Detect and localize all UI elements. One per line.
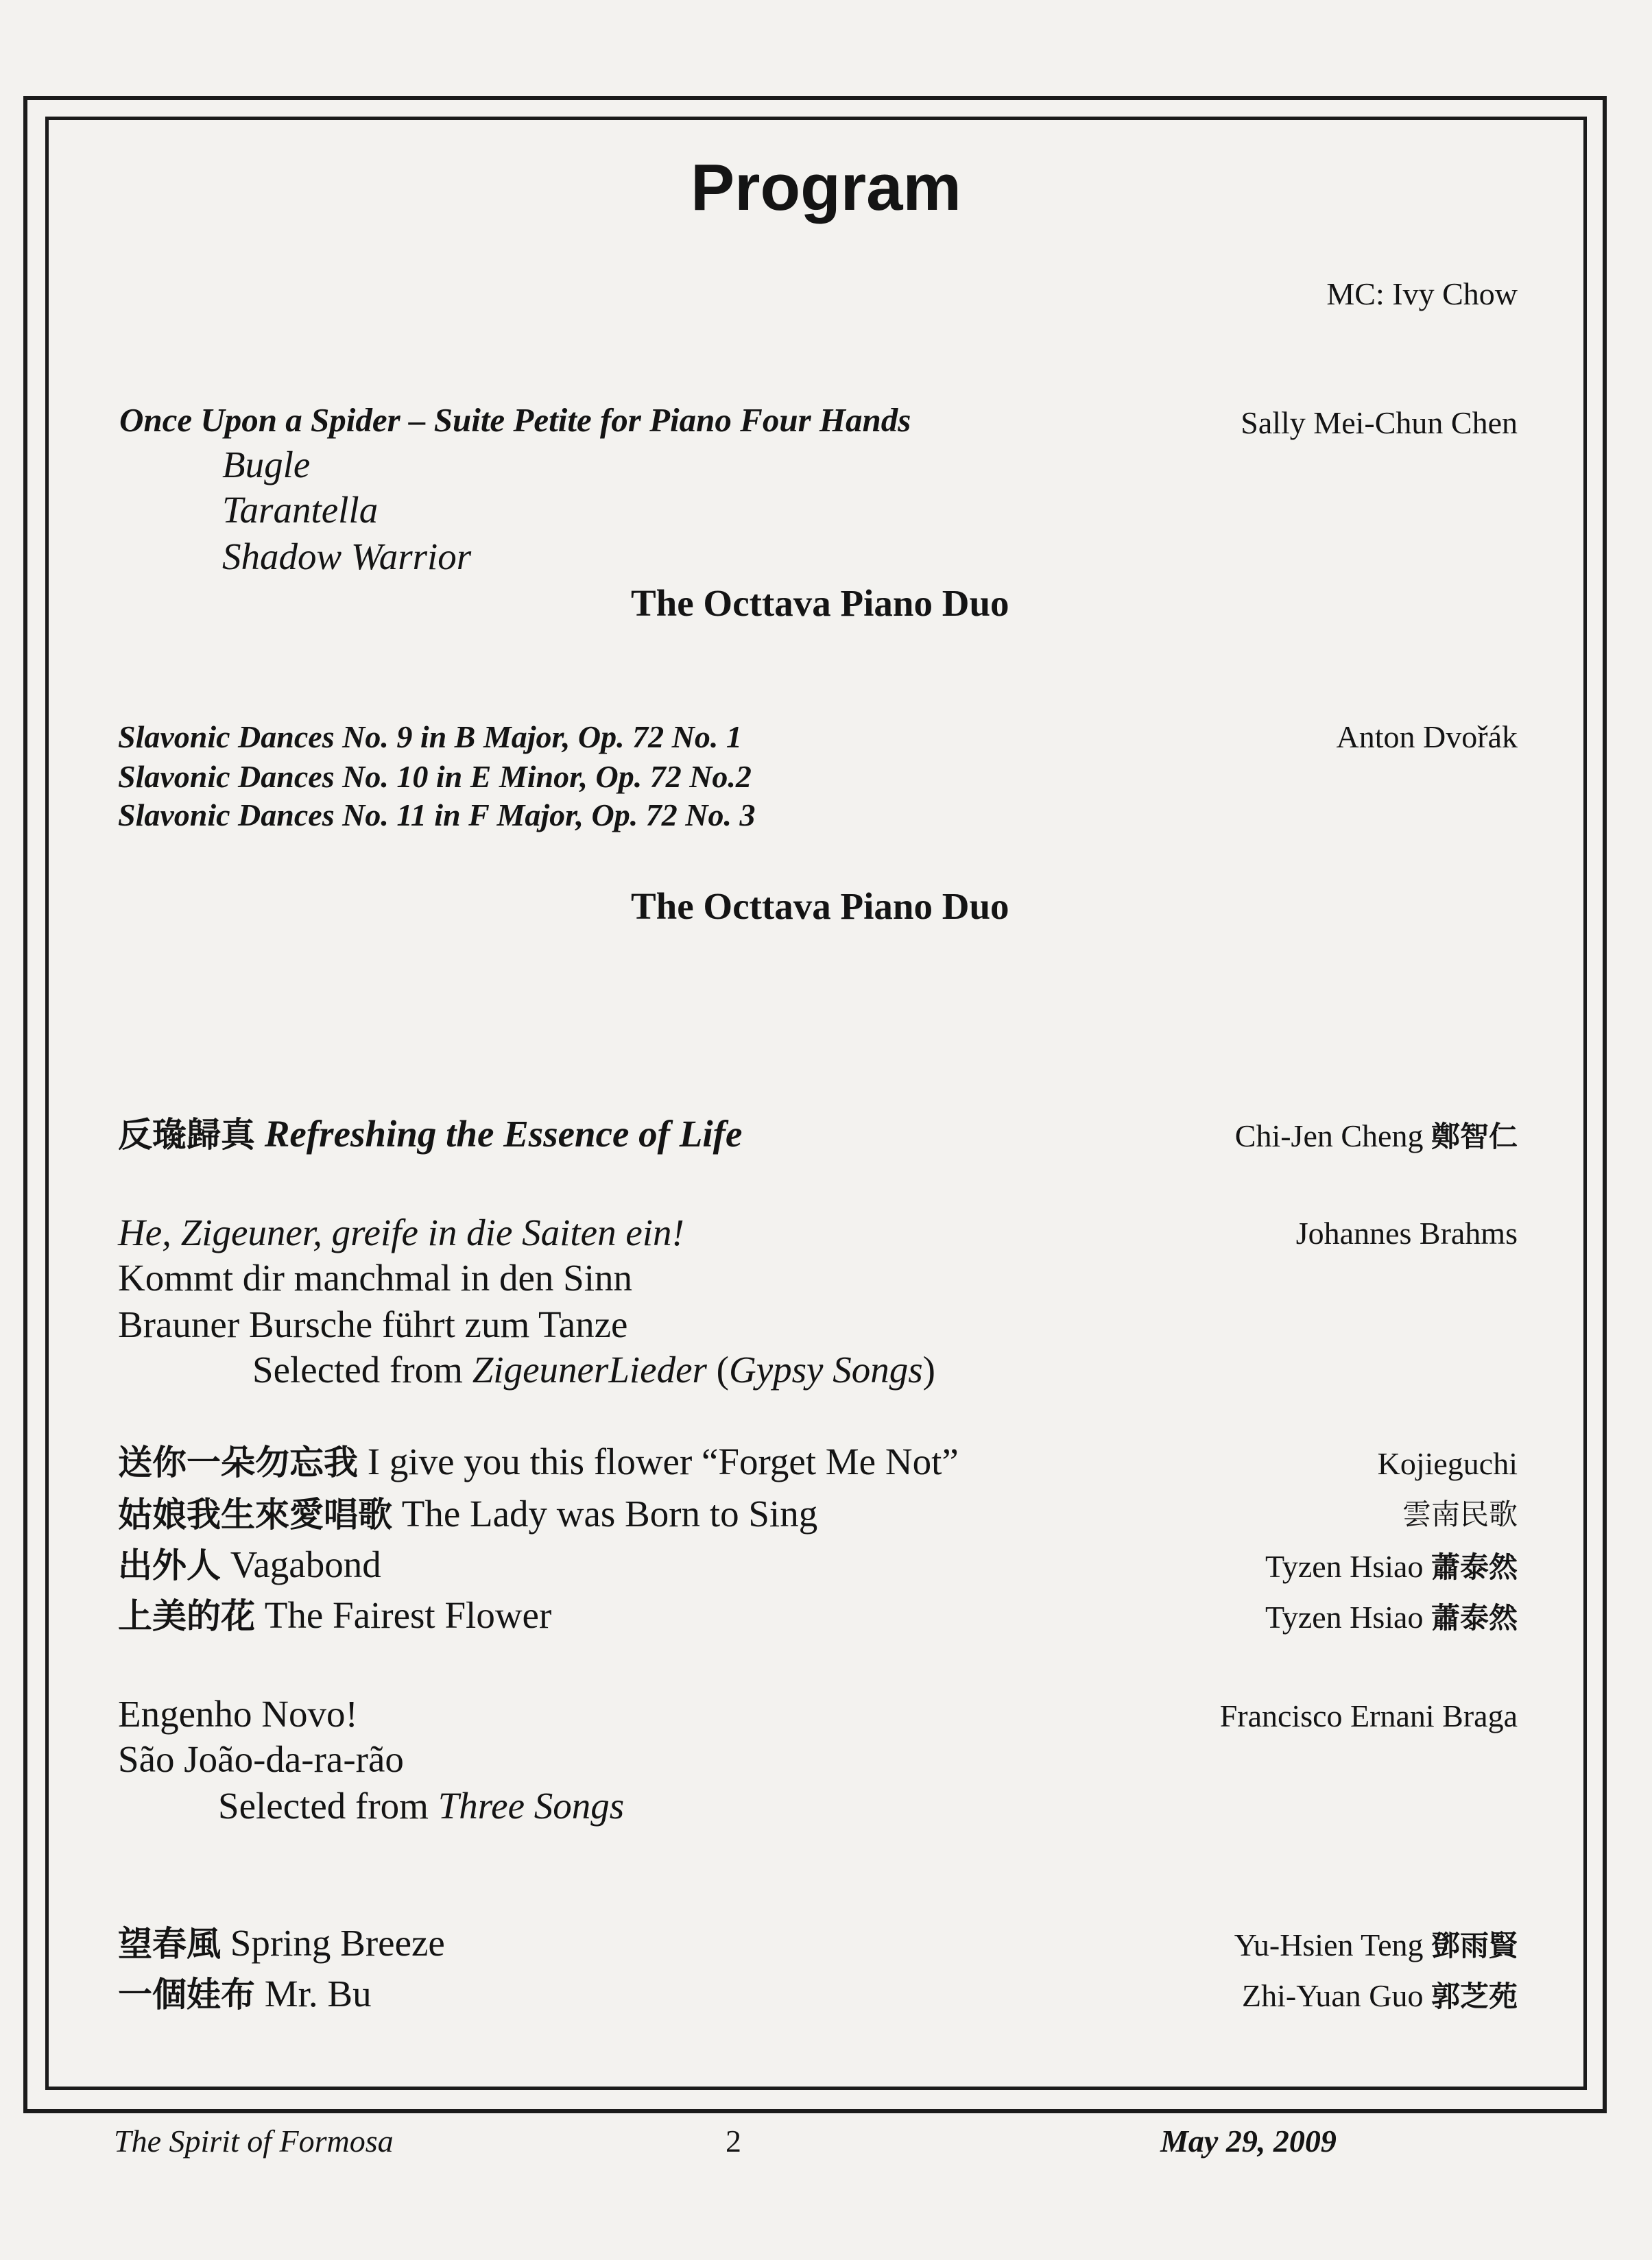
piece-title: Slavonic Dances No. 10 in E Minor, Op. 72 No.2	[118, 759, 752, 794]
song-row	[118, 1493, 818, 1535]
song-title: He, Zigeuner, greife in die Saiten ein!	[118, 1212, 684, 1253]
page-title: Program	[691, 151, 961, 224]
chinese-title: 上美的花	[118, 1596, 255, 1636]
english-title: Mr. Bu	[255, 1973, 372, 2015]
composer: Kojieguchi	[1377, 1446, 1518, 1481]
composer-row	[1265, 1602, 1518, 1633]
composer-chinese: 郭芝苑	[1430, 1980, 1518, 2013]
movement: Tarantella	[222, 489, 379, 531]
mc-credit: MC: Ivy Chow	[1326, 276, 1518, 311]
english-title: Vagabond	[221, 1543, 381, 1585]
composer-chinese: 雲南民歌	[1402, 1498, 1518, 1531]
song-title: Brauner Bursche führt zum Tanze	[118, 1303, 628, 1345]
english-title: Refreshing the Essence of Life	[264, 1113, 743, 1155]
song-row	[118, 1443, 959, 1480]
composer-row	[1402, 1500, 1518, 1529]
composer: Chi-Jen Cheng	[1234, 1118, 1424, 1153]
composer: Zhi-Yuan Guo	[1242, 1978, 1424, 2013]
chinese-title: 一個娃布	[118, 1975, 255, 2015]
selected-prefix: Selected from	[252, 1349, 472, 1391]
chinese-title: 反璏歸真	[118, 1115, 255, 1155]
selected-work: Three Songs	[438, 1785, 625, 1827]
song-row	[118, 1596, 551, 1634]
piece-title: Once Upon a Spider – Suite Petite for Piano Four Hands	[119, 401, 911, 439]
song-title: São João-da-ra-rão	[118, 1738, 404, 1780]
chinese-title: 姑娘我生來愛唱歌	[118, 1495, 392, 1535]
selected-alt: Gypsy Songs	[729, 1349, 923, 1391]
composer: Tyzen Hsiao	[1265, 1600, 1424, 1635]
piece-title: Slavonic Dances No. 11 in F Major, Op. 72 No. 3	[118, 797, 756, 832]
song-title: Kommt dir manchmal in den Sinn	[118, 1257, 633, 1299]
composer: Johannes Brahms	[1295, 1216, 1518, 1251]
composer: Francisco Ernani Braga	[1219, 1698, 1518, 1733]
composer-chinese: 鄭智仁	[1430, 1120, 1518, 1153]
performer: The Octtava Piano Duo	[631, 582, 1009, 624]
english-title: The Fairest Flower	[255, 1594, 552, 1636]
composer: Tyzen Hsiao	[1265, 1549, 1424, 1584]
page-number: 2	[726, 2124, 741, 2159]
composer-chinese: 蕭泰然	[1430, 1601, 1518, 1635]
selected-from	[218, 1787, 624, 1825]
composer-row	[1235, 1120, 1518, 1152]
song-row	[118, 1543, 381, 1585]
performer: The Octtava Piano Duo	[631, 885, 1009, 927]
song-row	[118, 1973, 372, 2015]
english-title: The Lady was Born to Sing	[392, 1493, 818, 1535]
selected-work: ZigeunerLieder	[472, 1349, 707, 1391]
composer: Sally Mei-Chun Chen	[1241, 405, 1518, 440]
song-title: Engenho Novo!	[118, 1693, 358, 1735]
chinese-title: 望春風	[118, 1924, 221, 1964]
selected-from	[252, 1351, 935, 1389]
movement: Shadow Warrior	[222, 536, 472, 577]
english-title: Spring Breeze	[221, 1922, 445, 1964]
composer-row	[1242, 1980, 1518, 2012]
paren-close: )	[922, 1349, 935, 1391]
composer-row	[1265, 1551, 1518, 1583]
song-row	[118, 1924, 445, 1962]
footer-publication: The Spirit of Formosa	[114, 2124, 394, 2159]
composer-chinese: 鄧雨賢	[1430, 1929, 1518, 1962]
chinese-title: 送你一朵勿忘我	[118, 1443, 358, 1482]
composer-row	[1234, 1927, 1518, 1962]
selected-prefix: Selected from	[218, 1785, 438, 1827]
footer-date: May 29, 2009	[1160, 2124, 1337, 2159]
piece-title-row	[118, 1115, 742, 1153]
composer-chinese: 蕭泰然	[1430, 1550, 1518, 1584]
english-title: I give you this flower “Forget Me Not”	[358, 1441, 959, 1482]
composer: Anton Dvořák	[1336, 719, 1518, 754]
piece-title: Slavonic Dances No. 9 in B Major, Op. 72 No. 1	[118, 719, 742, 754]
paren-open: (	[706, 1349, 729, 1391]
movement: Bugle	[222, 444, 311, 485]
composer: Yu-Hsien Teng	[1234, 1927, 1424, 1962]
chinese-title: 出外人	[118, 1546, 221, 1585]
